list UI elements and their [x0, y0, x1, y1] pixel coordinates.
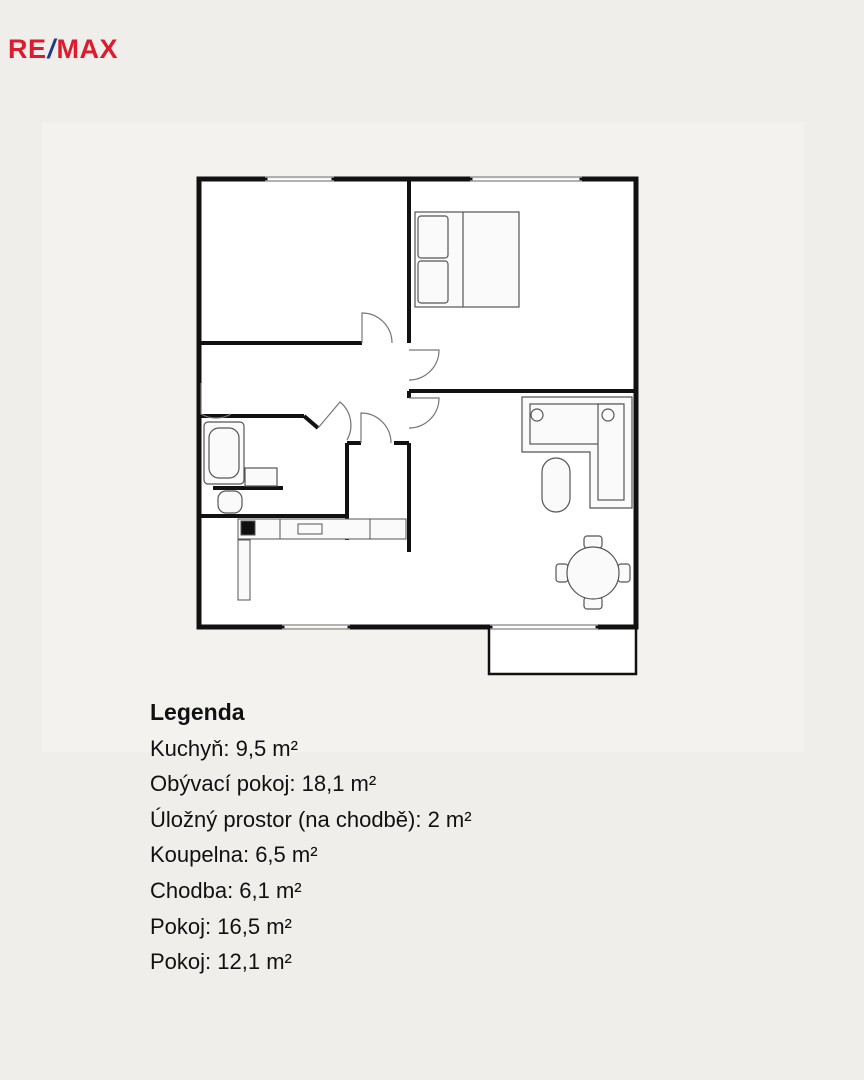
legend	[150, 695, 472, 980]
legend-item-bathroom: Koupelna: 6,5 m²	[150, 842, 318, 868]
logo-slash: /	[47, 34, 56, 64]
legend-item-room-2: Pokoj: 12,1 m²	[150, 949, 292, 975]
legend-title: Legenda	[150, 699, 245, 725]
legend-item-storage: Úložný prostor (na chodbě): 2 m²	[150, 806, 472, 832]
legend-item-kitchen: Kuchyň: 9,5 m²	[150, 735, 298, 761]
bed	[415, 212, 519, 307]
logo-max: MAX	[56, 34, 119, 64]
legend-item-room-1: Pokoj: 16,5 m²	[150, 913, 292, 939]
legend-item-living-room: Obývací pokoj: 18,1 m²	[150, 771, 377, 797]
legend-item-hallway: Chodba: 6,1 m²	[150, 877, 302, 903]
logo-re: RE	[8, 34, 47, 64]
